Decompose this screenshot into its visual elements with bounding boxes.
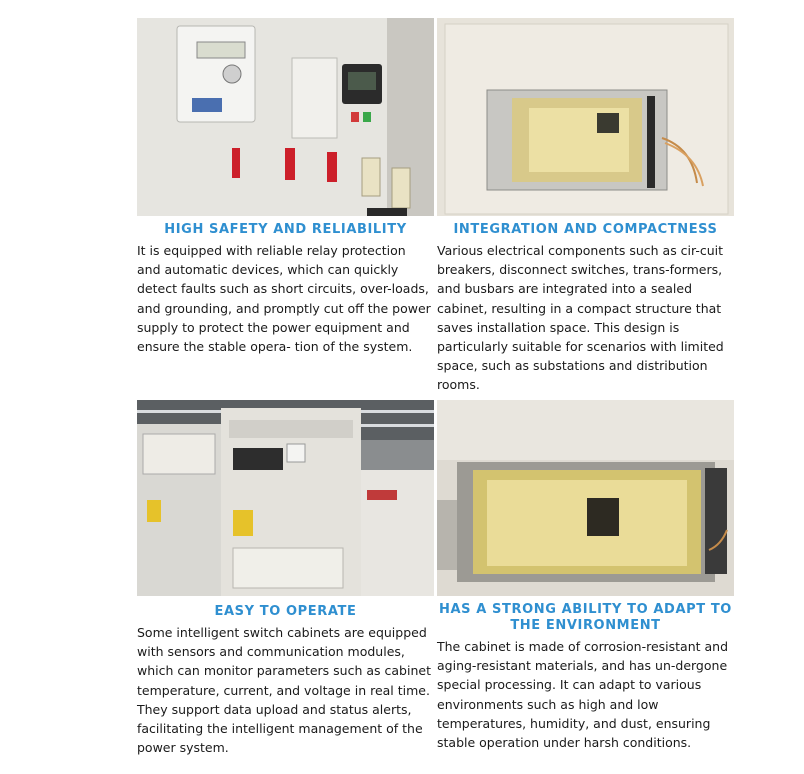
switchgear-relay-panel-photo xyxy=(137,18,434,216)
feature-description: The cabinet is made of corrosion-resistant and aging-resistant materials, and has un-dergone special processing. It can adapt to various environments such as high and low temperatures, humidity, and dust, ensuring stable operation under harsh conditions. xyxy=(437,639,729,751)
feature-heading: EASY TO OPERATE xyxy=(214,604,357,619)
switchgear-row-photo xyxy=(137,400,434,598)
viewing-window-closeup-photo xyxy=(437,400,734,598)
cabinet-inspection-window-photo xyxy=(437,18,734,216)
feature-description: Various electrical components such as cir-cuit breakers, disconnect switches, trans-formers, and busbars are integrated into a sealed cabinet, resulting in a compact structure that saves installation space. This design is particularly suitable for scenarios with limited space, such as substations and distribution rooms. xyxy=(437,243,724,393)
feature-card-safety xyxy=(137,18,434,356)
feature-heading: HIGH SAFETY AND RELIABILITY xyxy=(164,222,407,237)
feature-card-operation xyxy=(137,400,434,757)
feature-heading: HAS A STRONG ABILITY TO ADAPT TO THE ENVIRONMENT xyxy=(439,602,732,633)
feature-card-integration xyxy=(437,18,734,395)
feature-card-environment xyxy=(437,400,734,752)
feature-description: It is equipped with reliable relay protection and automatic devices, which can quickly detect faults such as short circuits, over-loads, and grounding, and promptly cut off the power supply to protect the power equipment and ensure the stable opera- tion of the system. xyxy=(137,243,431,355)
feature-heading: INTEGRATION AND COMPACTNESS xyxy=(453,222,718,237)
feature-description: Some intelligent switch cabinets are equipped with sensors and communication modules, which can monitor parameters such as cabinet temperature, current, and voltage in real time. They support data upload and status alerts, facilitating the intelligent management of the power system. xyxy=(137,625,431,756)
